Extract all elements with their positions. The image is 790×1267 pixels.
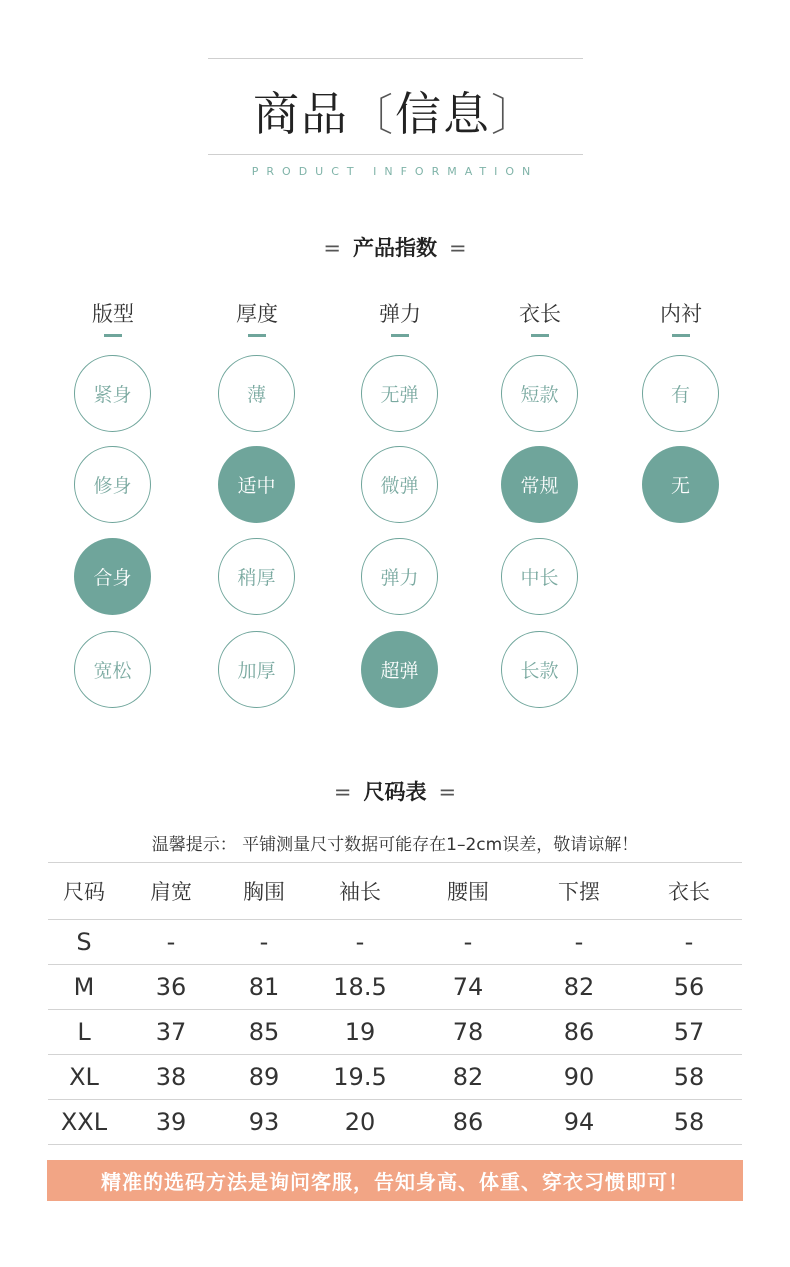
table-cell: 19: [306, 1010, 414, 1055]
table-cell: -: [120, 920, 222, 965]
option-circle: 有: [642, 355, 719, 432]
table-cell: -: [636, 920, 742, 965]
index-col-label: 衣长: [519, 302, 561, 326]
option-circle: 长款: [501, 631, 578, 708]
table-cell: 18.5: [306, 965, 414, 1010]
size-note: 温馨提示： 平铺测量尺寸数据可能存在1–2cm误差，敬请谅解！: [151, 835, 639, 855]
page-title: [0, 78, 790, 144]
page-subtitle: PRODUCT INFORMATION: [251, 165, 539, 178]
title-eq-left: =: [323, 236, 341, 260]
table-cell: -: [306, 920, 414, 965]
table-cell: 82: [522, 965, 636, 1010]
bracket-close: 〕: [491, 90, 537, 141]
option-circle: 适中: [218, 446, 295, 523]
table-cell: 94: [522, 1100, 636, 1145]
table-cell: 58: [636, 1055, 742, 1100]
size-title-text: 尺码表: [363, 780, 427, 804]
table-cell: 86: [522, 1010, 636, 1055]
table-cell: 56: [636, 965, 742, 1010]
table-cell: XL: [48, 1055, 120, 1100]
header-cell: 肩宽: [120, 863, 222, 920]
table-cell: 58: [636, 1100, 742, 1145]
option-circle: 微弹: [361, 446, 438, 523]
table-cell: -: [522, 920, 636, 965]
table-cell: 39: [120, 1100, 222, 1145]
index-col-underline: [391, 334, 409, 337]
option-circle: 稍厚: [218, 538, 295, 615]
bracket-open: 〔: [349, 90, 395, 141]
option-circle: 薄: [218, 355, 295, 432]
table-row: [48, 920, 742, 965]
option-circle: 紧身: [74, 355, 151, 432]
header-top-rule: [208, 58, 583, 59]
table-cell: S: [48, 920, 120, 965]
title-eq-right: =: [438, 780, 457, 804]
index-col-label: 内衬: [660, 302, 702, 326]
table-row: [48, 965, 742, 1010]
title-eq-right: =: [449, 236, 467, 260]
table-cell: 93: [222, 1100, 306, 1145]
option-circle: 合身: [74, 538, 151, 615]
table-row: [48, 1010, 742, 1055]
size-section-title: [0, 776, 790, 806]
table-cell: 36: [120, 965, 222, 1010]
table-cell: 78: [414, 1010, 522, 1055]
table-cell: 86: [414, 1100, 522, 1145]
option-circle: 加厚: [218, 631, 295, 708]
option-circle: 短款: [501, 355, 578, 432]
index-col-label: 弹力: [379, 302, 421, 326]
index-col-label: 版型: [92, 302, 134, 326]
table-row: [48, 1100, 742, 1145]
table-cell: 57: [636, 1010, 742, 1055]
option-circle: 中长: [501, 538, 578, 615]
table-cell: 37: [120, 1010, 222, 1055]
index-col-label: 厚度: [236, 302, 278, 326]
table-cell: 38: [120, 1055, 222, 1100]
header-cell: 下摆: [522, 863, 636, 920]
table-cell: M: [48, 965, 120, 1010]
header-cell: 袖长: [306, 863, 414, 920]
index-title-text: 产品指数: [353, 236, 437, 260]
option-circle: 无: [642, 446, 719, 523]
option-circle: 超弹: [361, 631, 438, 708]
table-cell: 90: [522, 1055, 636, 1100]
title-main: 商品: [253, 87, 349, 141]
table-cell: L: [48, 1010, 120, 1055]
header-cell: 胸围: [222, 863, 306, 920]
table-cell: 89: [222, 1055, 306, 1100]
option-circle: 宽松: [74, 631, 151, 708]
index-col-underline: [672, 334, 690, 337]
option-circle: 无弹: [361, 355, 438, 432]
option-circle: 常规: [501, 446, 578, 523]
table-cell: 85: [222, 1010, 306, 1055]
table-cell: 19.5: [306, 1055, 414, 1100]
table-cell: 74: [414, 965, 522, 1010]
table-cell: XXL: [48, 1100, 120, 1145]
option-circle: 修身: [74, 446, 151, 523]
index-col-underline: [248, 334, 266, 337]
title-eq-left: =: [333, 780, 352, 804]
header-cell: 尺码: [48, 863, 120, 920]
size-advice-banner: 精准的选码方法是询问客服，告知身高、体重、穿衣习惯即可！: [47, 1160, 743, 1201]
index-col-underline: [104, 334, 122, 337]
index-section-title: [0, 232, 790, 262]
table-cell: 81: [222, 965, 306, 1010]
table-cell: -: [414, 920, 522, 965]
size-table: [48, 862, 742, 1145]
header-cell: 腰围: [414, 863, 522, 920]
table-cell: -: [222, 920, 306, 965]
title-accent: 信息: [395, 87, 491, 141]
size-table-header: [48, 863, 742, 920]
header-bottom-rule: [208, 154, 583, 155]
table-cell: 20: [306, 1100, 414, 1145]
table-cell: 82: [414, 1055, 522, 1100]
header-cell: 衣长: [636, 863, 742, 920]
table-row: [48, 1055, 742, 1100]
index-col-underline: [531, 334, 549, 337]
option-circle: 弹力: [361, 538, 438, 615]
